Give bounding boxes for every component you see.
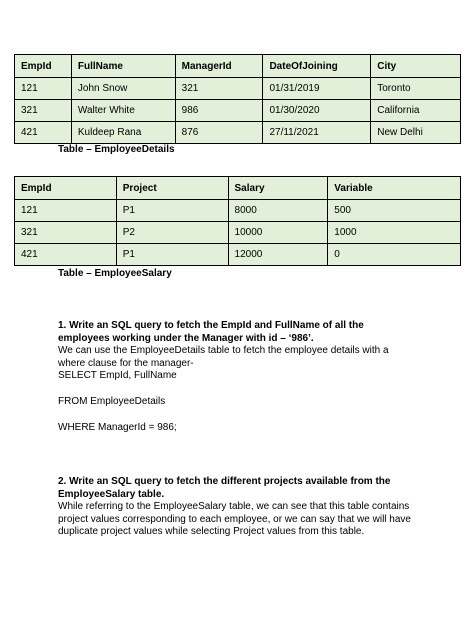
table-cell: 8000	[228, 200, 328, 222]
answer-text: While referring to the EmployeeSalary table, we can see that this table contains project values corresponding to each employee, or we can say that we will have duplicate project values while selecting Project values from this table.	[58, 501, 411, 538]
table-cell: 876	[175, 122, 263, 144]
table-cell: 27/11/2021	[263, 122, 371, 144]
table-cell: P1	[116, 244, 228, 266]
sql-code-line: SELECT EmpId, FullName	[58, 370, 177, 382]
column-header: EmpId	[15, 177, 117, 200]
question-text: 2. Write an SQL query to fetch the different projects available from the EmployeeSalary table.	[58, 476, 391, 500]
table-cell: John Snow	[71, 78, 175, 100]
table-cell: Kuldeep Rana	[71, 122, 175, 144]
table-row	[15, 200, 461, 222]
table-cell: 421	[15, 122, 72, 144]
column-header: Project	[116, 177, 228, 200]
table-row	[15, 122, 461, 144]
table-cell: 321	[15, 100, 72, 122]
table-cell: 421	[15, 244, 117, 266]
employee-salary-table	[14, 176, 461, 266]
table-row	[15, 78, 461, 100]
table-header-row	[15, 177, 461, 200]
question-block	[58, 476, 418, 539]
table-caption: Table – EmployeeDetails	[58, 144, 175, 155]
column-header: City	[371, 55, 461, 78]
column-header: Salary	[228, 177, 328, 200]
table-cell: Toronto	[371, 78, 461, 100]
table-cell: 01/31/2019	[263, 78, 371, 100]
table-caption: Table – EmployeeSalary	[58, 268, 172, 279]
column-header: DateOfJoining	[263, 55, 371, 78]
table-cell: 1000	[328, 222, 461, 244]
sql-code-line: WHERE ManagerId = 986;	[58, 421, 177, 433]
table-row	[15, 100, 461, 122]
table-row	[15, 244, 461, 266]
table-cell: P2	[116, 222, 228, 244]
column-header: EmpId	[15, 55, 72, 78]
column-header: Variable	[328, 177, 461, 200]
column-header: ManagerId	[175, 55, 263, 78]
table-header-row	[15, 55, 461, 78]
table-row	[15, 222, 461, 244]
table-cell: 12000	[228, 244, 328, 266]
table-cell: 10000	[228, 222, 328, 244]
table-cell: 0	[328, 244, 461, 266]
table-cell: 500	[328, 200, 461, 222]
table-cell: California	[371, 100, 461, 122]
table-cell: 01/30/2020	[263, 100, 371, 122]
sql-code-line: FROM EmployeeDetails	[58, 395, 166, 407]
table-cell: P1	[116, 200, 228, 222]
table-cell: 121	[15, 78, 72, 100]
table-cell: New Delhi	[371, 122, 461, 144]
table-cell: 121	[15, 200, 117, 222]
answer-text: We can use the EmployeeDetails table to fetch the employee details with a where clause for the manager-	[58, 345, 389, 369]
question-block	[58, 320, 418, 434]
table-cell: 321	[175, 78, 263, 100]
column-header: FullName	[71, 55, 175, 78]
table-cell: Walter White	[71, 100, 175, 122]
table-cell: 986	[175, 100, 263, 122]
employee-details-table	[14, 54, 461, 144]
table-cell: 321	[15, 222, 117, 244]
question-text: 1. Write an SQL query to fetch the EmpId and FullName of all the employees working under the Manager with id – ‘986’.	[58, 320, 364, 344]
